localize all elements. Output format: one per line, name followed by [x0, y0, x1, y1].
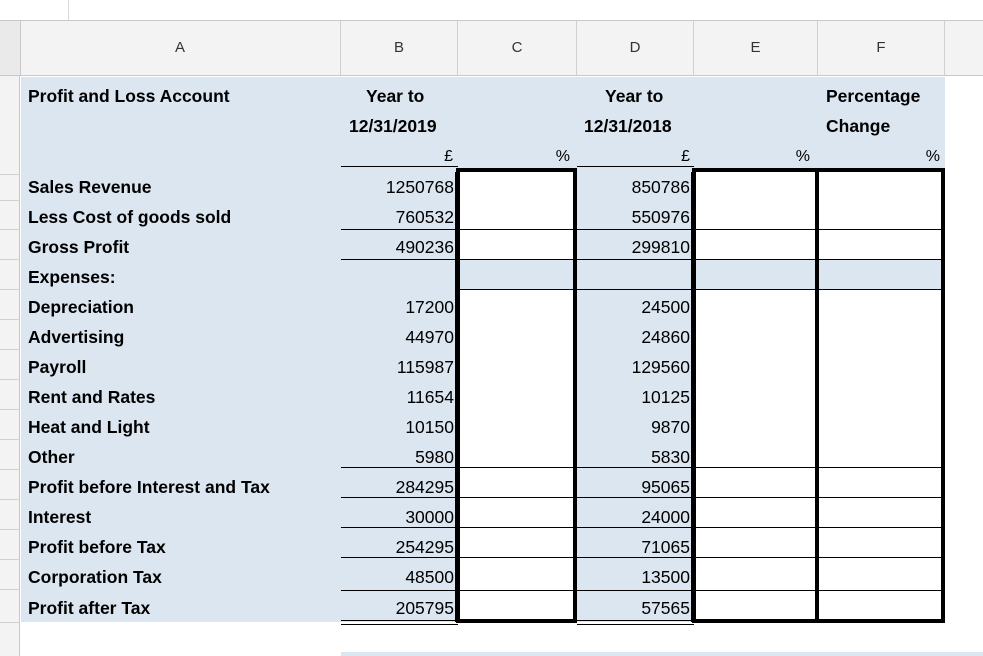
cell-2018[interactable]: 299810: [631, 237, 690, 257]
column-header-b[interactable]: B: [341, 21, 458, 75]
row-label: Expenses:: [28, 267, 116, 287]
row-label: Rent and Rates: [28, 387, 156, 407]
row-label: Payroll: [28, 357, 87, 377]
cell-2018[interactable]: 129560: [631, 357, 690, 377]
cell-2018[interactable]: 13500: [641, 567, 690, 587]
row-label: Corporation Tax: [28, 567, 162, 587]
row-divider: [0, 229, 20, 230]
cell-2018[interactable]: 550976: [631, 207, 690, 227]
col-f-header-line2: Change: [826, 116, 891, 136]
border-line: [458, 289, 945, 290]
cell-2019[interactable]: 11654: [406, 387, 454, 407]
row-label: Other: [28, 447, 75, 467]
cell-2019[interactable]: 1250768: [385, 177, 454, 197]
cell-2019[interactable]: 48500: [405, 567, 454, 587]
col-c-white-bottom: [458, 290, 577, 622]
cell-2019[interactable]: 254295: [395, 537, 454, 557]
double-underline: [577, 624, 694, 625]
cell-2018[interactable]: 5830: [651, 447, 690, 467]
thick-border: [941, 168, 945, 623]
cell-2018[interactable]: 57565: [641, 598, 690, 618]
row-divider: [0, 559, 20, 560]
cell-2019[interactable]: 30000: [405, 507, 454, 527]
border-line: [577, 166, 694, 167]
thick-border: [456, 619, 577, 623]
row-label: Sales Revenue: [28, 177, 152, 197]
row-divider: [0, 622, 20, 623]
col-ef-white-top: [694, 172, 945, 260]
thick-border: [692, 168, 696, 623]
cell-2019[interactable]: 205795: [395, 598, 454, 618]
sheet-title: Profit and Loss Account: [28, 86, 230, 106]
thick-border: [815, 168, 819, 623]
cell-2018[interactable]: 24000: [641, 507, 690, 527]
border-line: [341, 467, 945, 468]
cell-2018[interactable]: 10125: [641, 387, 690, 407]
unit-c: %: [555, 148, 570, 165]
cell-2019[interactable]: 284295: [395, 477, 454, 497]
cell-2018[interactable]: 24860: [641, 327, 690, 347]
double-underline: [341, 624, 458, 625]
border-line: [341, 229, 945, 230]
row-divider: [0, 499, 20, 500]
unit-f: %: [925, 148, 940, 165]
cell-2018[interactable]: 95065: [641, 477, 690, 497]
cell-2018[interactable]: 71065: [641, 537, 690, 557]
row-label: Profit before Interest and Tax: [28, 477, 270, 497]
row-label: Heat and Light: [28, 417, 150, 437]
column-header-bar: [0, 20, 983, 76]
double-underline: [341, 620, 458, 621]
col-d-header-line1: Year to: [605, 86, 664, 106]
formula-bar-strip: [0, 0, 983, 20]
cell-2019[interactable]: 490236: [395, 237, 454, 257]
thick-border: [456, 168, 460, 623]
border-line: [341, 497, 945, 498]
cell-2018[interactable]: 24500: [641, 297, 690, 317]
row-divider: [0, 469, 20, 470]
border-line: [341, 527, 945, 528]
border-line: [341, 590, 945, 591]
column-header-c[interactable]: C: [458, 21, 577, 75]
row-label: Less Cost of goods sold: [28, 207, 232, 227]
double-underline: [577, 620, 694, 621]
column-header-a[interactable]: A: [20, 21, 341, 75]
column-header-e[interactable]: E: [694, 21, 818, 75]
cell-2019[interactable]: 5980: [415, 447, 454, 467]
border-line: [341, 259, 945, 260]
row-divider: [0, 439, 20, 440]
border-line: [341, 166, 458, 167]
row-divider: [0, 200, 20, 201]
cell-2019[interactable]: 10150: [405, 417, 454, 437]
row-divider: [0, 319, 20, 320]
column-header-f[interactable]: F: [818, 21, 945, 75]
col-ef-white-bottom: [694, 290, 945, 622]
row-divider: [0, 379, 20, 380]
unit-e: %: [795, 148, 810, 165]
cell-2018[interactable]: 850786: [631, 177, 690, 197]
row-divider: [0, 174, 20, 175]
row-label: Profit before Tax: [28, 537, 166, 557]
row-divider: [0, 349, 20, 350]
col-c-white-top: [458, 172, 577, 260]
row-label: Interest: [28, 507, 92, 527]
column-header-d[interactable]: D: [577, 21, 694, 75]
border-line: [341, 557, 945, 558]
row-divider: [0, 259, 20, 260]
thick-border: [573, 168, 577, 623]
row-header-column: [0, 76, 20, 656]
cell-2019[interactable]: 760532: [395, 207, 454, 227]
col-b-header-line1: Year to: [366, 86, 425, 106]
row-label: Profit after Tax: [28, 598, 151, 618]
row-divider: [0, 289, 20, 290]
col-f-header-line1: Percentage: [826, 86, 921, 106]
row-divider: [0, 589, 20, 590]
cell-2019[interactable]: 115987: [396, 357, 454, 377]
formula-bar-separator: [68, 0, 69, 20]
row-divider: [0, 529, 20, 530]
unit-d: £: [681, 148, 690, 165]
unit-b: £: [444, 148, 453, 165]
row-label: Advertising: [28, 327, 125, 347]
row-label: Gross Profit: [28, 237, 130, 257]
cell-2018[interactable]: 9870: [651, 417, 690, 437]
bottom-strip: [341, 652, 983, 656]
cell-2019[interactable]: 44970: [405, 327, 454, 347]
row-divider: [0, 409, 20, 410]
row-label: Depreciation: [28, 297, 134, 317]
thick-border: [456, 168, 577, 172]
select-all-corner[interactable]: [0, 21, 21, 75]
col-b-header-line2: 12/31/2019: [349, 116, 437, 136]
col-d-header-line2: 12/31/2018: [584, 116, 672, 136]
cell-2019[interactable]: 17200: [405, 297, 454, 317]
